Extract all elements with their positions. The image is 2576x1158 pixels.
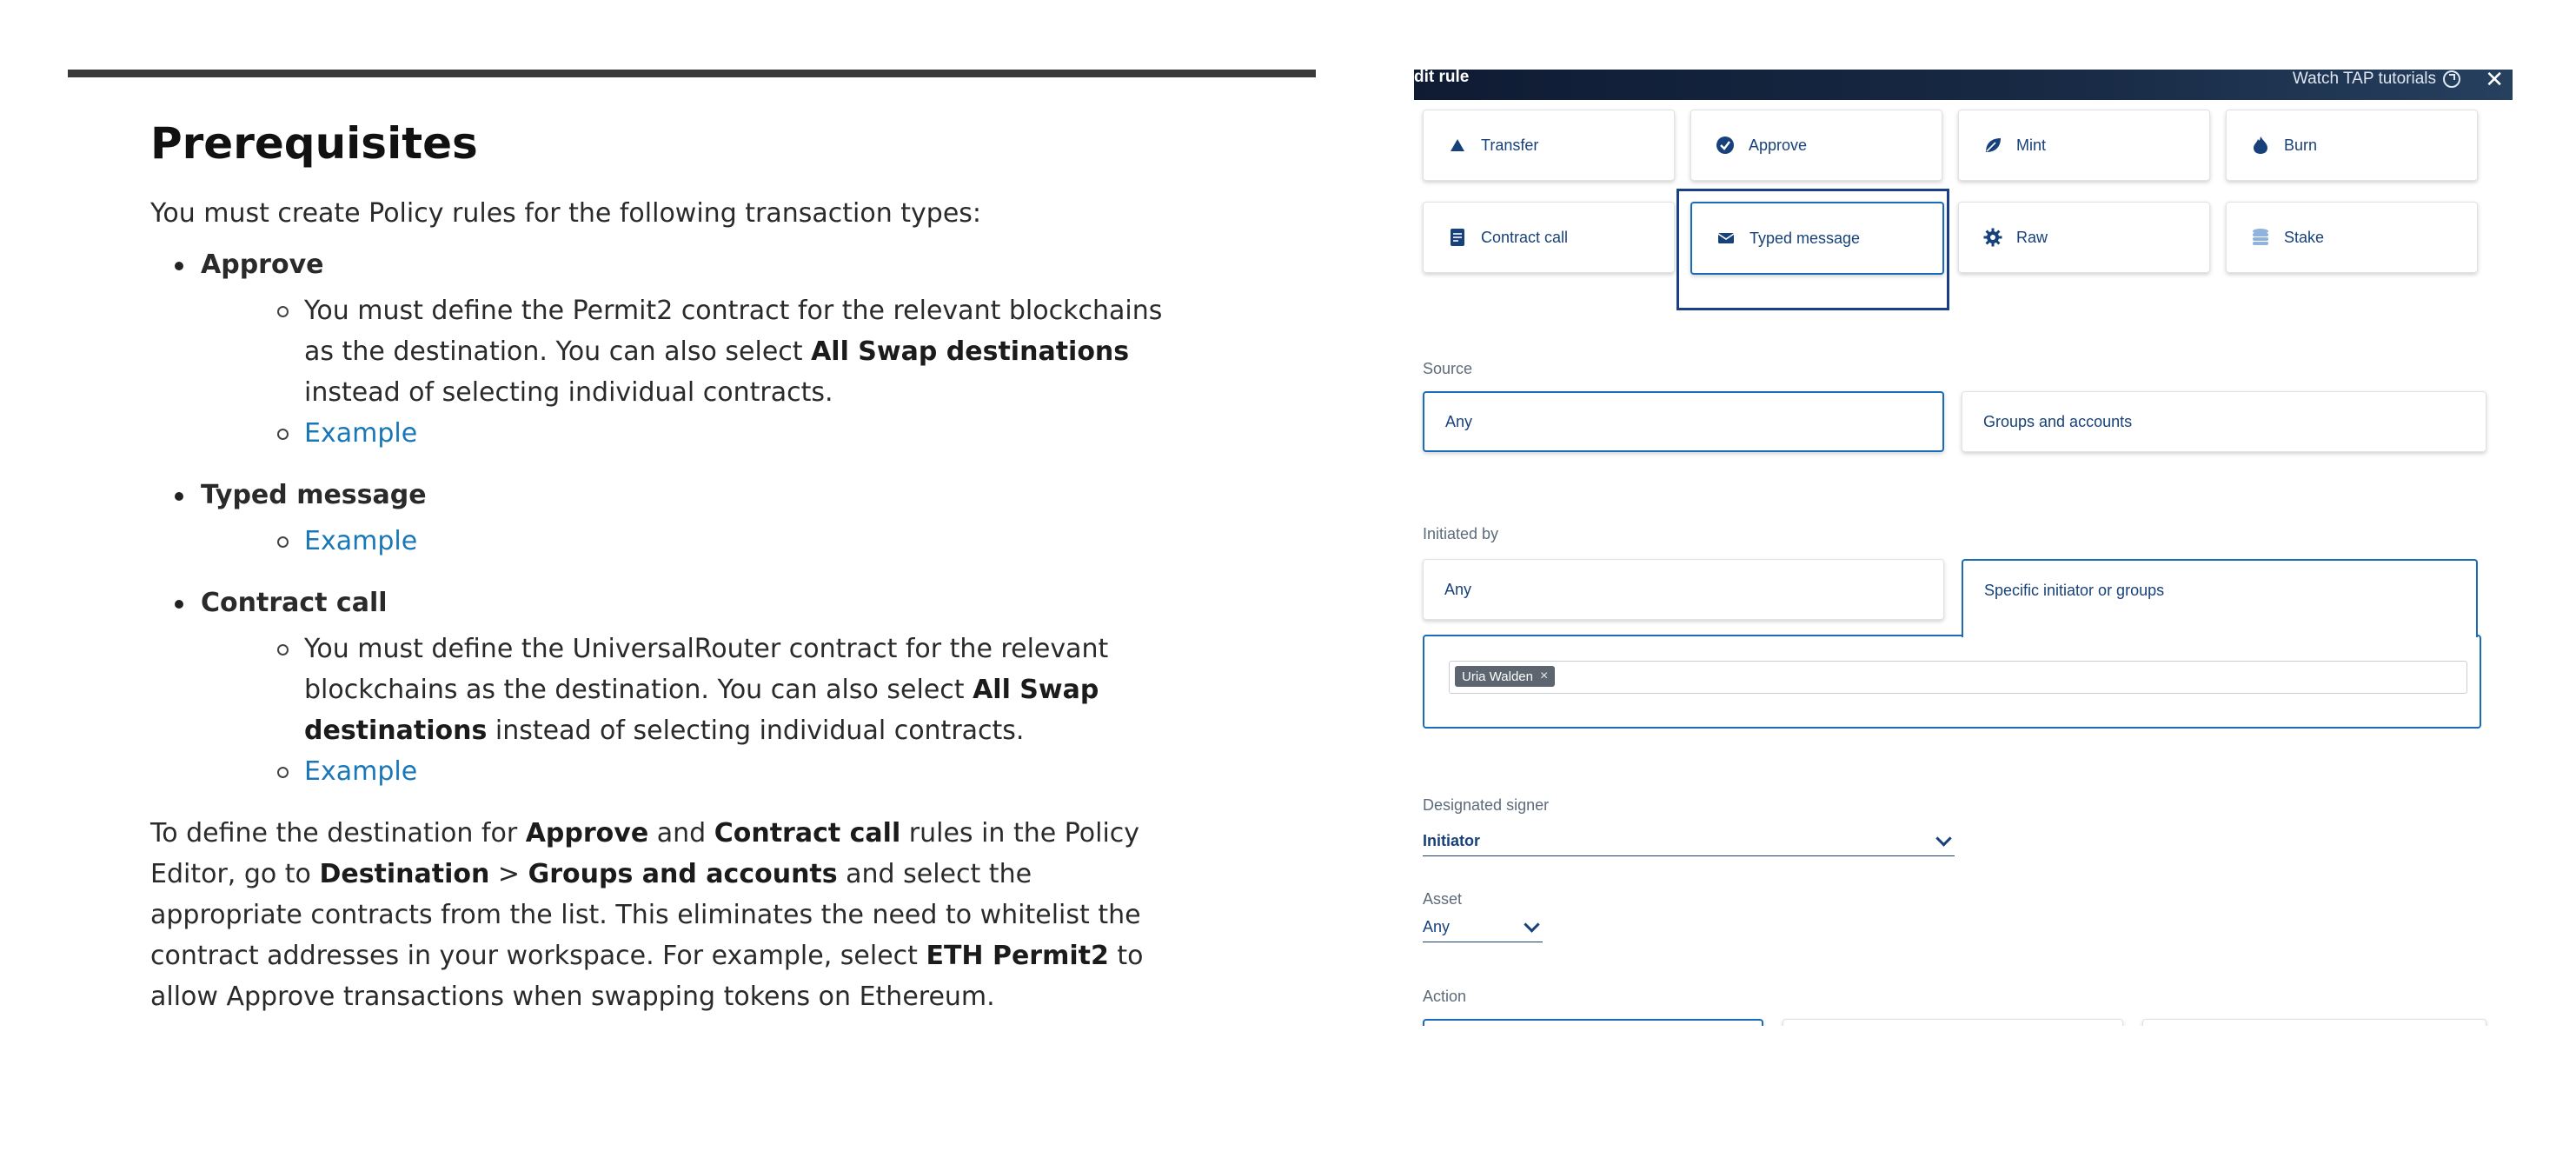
check-circle-icon	[1716, 136, 1735, 155]
item-description: You must define the UniversalRouter contract for the relevant blockchains as the destination. You can also select All Swap destinations instead of selecting individual contracts.	[201, 629, 1173, 751]
documentation	[150, 113, 1193, 1017]
tx-type-raw[interactable]: Raw	[1958, 202, 2210, 273]
initiated-by-label: Initiated by	[1423, 525, 1499, 542]
list-item-typed-message	[150, 475, 1193, 562]
initiated-specific-option[interactable]: Specific initiator or groups	[1962, 559, 2478, 637]
tx-type-mint[interactable]: Mint	[1958, 110, 2210, 181]
database-icon	[2251, 228, 2270, 247]
example-link-contract-call[interactable]: Example	[304, 756, 418, 787]
triangle-icon	[1448, 136, 1467, 155]
tx-type-typed-message[interactable]: Typed message	[1690, 202, 1944, 275]
close-icon[interactable]: ✕	[2485, 70, 2504, 92]
intro-text: You must create Policy rules for the following transaction types:	[150, 198, 982, 229]
page-title: Prerequisites	[150, 118, 478, 169]
example-link-approve[interactable]: Example	[304, 418, 418, 449]
remove-chip-icon[interactable]: ×	[1539, 669, 1549, 683]
chevron-down-icon	[1524, 916, 1539, 932]
initiated-any-option[interactable]: Any	[1423, 559, 1944, 620]
source-groups-option[interactable]: Groups and accounts	[1962, 391, 2486, 452]
source-label: Source	[1423, 360, 1473, 377]
list-item-contract-call	[150, 582, 1193, 792]
top-divider	[68, 70, 1316, 77]
watch-tutorials-link[interactable]: Watch TAP tutorials	[2293, 70, 2460, 89]
focus-ring	[1676, 189, 1949, 310]
prerequisite-list	[150, 244, 1193, 792]
initiator-input[interactable]	[1449, 661, 2467, 694]
flame-icon	[2251, 136, 2270, 155]
example-link-typed-message[interactable]: Example	[304, 526, 418, 556]
item-description: You must define the Permit2 contract for the relevant blockchains as the destination. You can also select All Swap destinations instead of selecting individual contracts.	[201, 290, 1173, 413]
outro-paragraph: To define the destination for Approve and Contract call rules in the Policy Editor, go to Destination > Groups and accounts and select the appropriate contracts from the list. This eliminates the need to whitelist the contract addresses in your workspace. For example, select ETH Permit2 to allow Approve transactions when swapping tokens on Ethereum.	[150, 818, 1144, 1012]
item-title: Approve	[201, 250, 324, 280]
document-icon	[1448, 228, 1467, 247]
chevron-down-icon	[1935, 830, 1951, 846]
panel-cutoff	[1414, 1026, 2513, 1054]
panel-header	[1414, 70, 2513, 100]
initiator-chip: Uria Walden ×	[1455, 666, 1555, 687]
action-label: Action	[1423, 988, 1467, 1005]
tx-type-transfer[interactable]: Transfer	[1423, 110, 1675, 181]
external-link-icon	[2443, 70, 2460, 88]
edit-rule-panel	[1414, 70, 2513, 1054]
asset-dropdown[interactable]: Any	[1423, 916, 1543, 942]
initiator-selection-box	[1423, 635, 2481, 729]
leaf-icon	[1983, 136, 2002, 155]
tx-type-burn[interactable]: Burn	[2226, 110, 2478, 181]
item-title: Contract call	[201, 588, 388, 618]
designated-signer-label: Designated signer	[1423, 796, 1550, 814]
tx-type-contract-call[interactable]: Contract call	[1423, 202, 1675, 273]
tx-type-approve[interactable]: Approve	[1690, 110, 1942, 181]
asset-label: Asset	[1423, 890, 1463, 908]
item-title: Typed message	[201, 480, 427, 510]
tx-type-stake[interactable]: Stake	[2226, 202, 2478, 273]
list-item-approve	[150, 244, 1193, 454]
designated-signer-dropdown[interactable]: Initiator	[1423, 830, 1955, 856]
source-any-option[interactable]: Any	[1423, 391, 1944, 452]
panel-title: dit rule	[1414, 70, 1470, 86]
gear-icon	[1983, 228, 2002, 247]
